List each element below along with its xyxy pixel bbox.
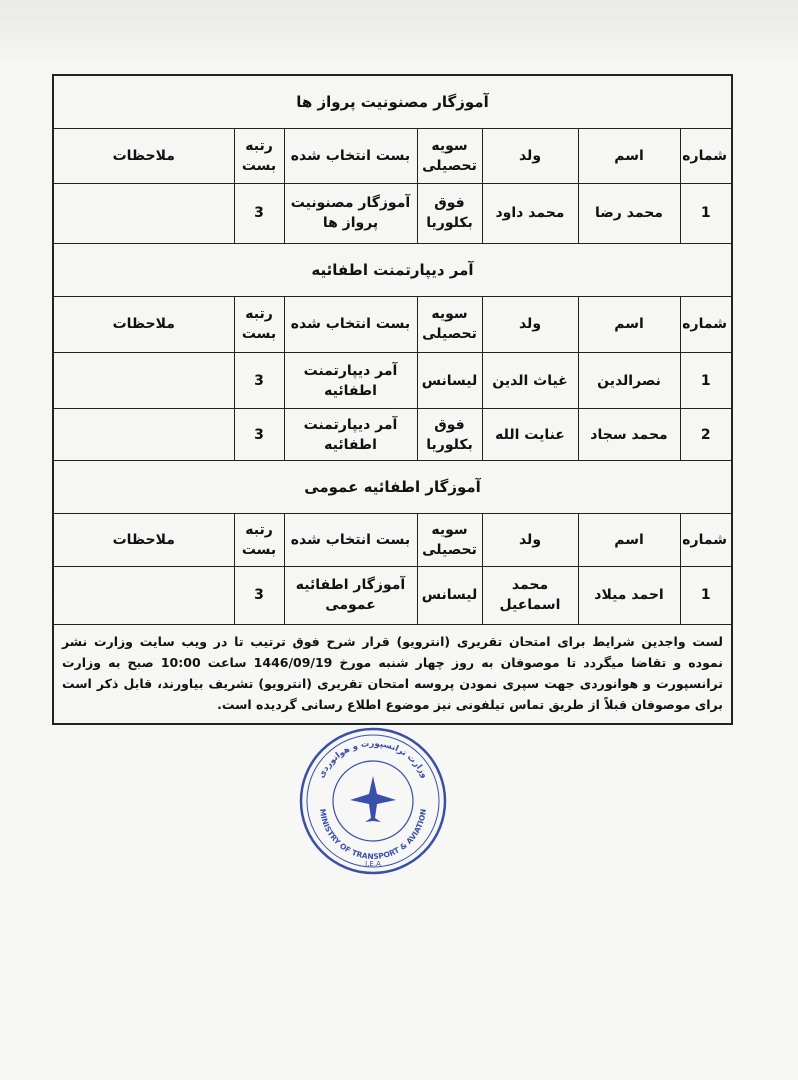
header-rank: رتبه بست xyxy=(234,129,284,183)
cell-post: آموزگار اطفائیه عمومی xyxy=(284,566,417,624)
seal-abbr: I.E.A xyxy=(365,860,381,868)
header-education: سویه تحصیلی xyxy=(417,297,482,353)
cell-name: نصرالدین xyxy=(578,353,680,409)
seal-text-fa: وزارت ترانسپورت و هوانوردی xyxy=(316,738,430,780)
cell-wald: محمد اسماعیل xyxy=(482,566,578,624)
document-table xyxy=(52,74,733,725)
header-wald: ولد xyxy=(482,514,578,566)
cell-post: آموزگار مصنونیت پرواز ها xyxy=(284,183,417,243)
header-rank: رتبه بست xyxy=(234,514,284,566)
cell-remarks xyxy=(54,566,234,624)
table-row xyxy=(54,183,731,243)
header-education: سویه تحصیلی xyxy=(417,514,482,566)
header-education: سویه تحصیلی xyxy=(417,129,482,183)
table-row xyxy=(54,409,731,461)
section-table xyxy=(54,129,731,244)
cell-remarks xyxy=(54,183,234,243)
cell-post: آمر دیپارتمنت اطفائیه xyxy=(284,409,417,461)
header-wald: ولد xyxy=(482,129,578,183)
table-header-row xyxy=(54,514,731,566)
table-header-row xyxy=(54,129,731,183)
section-table xyxy=(54,514,731,625)
table-header-row xyxy=(54,297,731,353)
svg-text:وزارت ترانسپورت و هوانوردی xyxy=(317,739,430,780)
header-post: بست انتخاب شده xyxy=(284,297,417,353)
seal-text-en: MINISTRY OF TRANSPORT & AVIATION xyxy=(317,808,428,862)
header-remarks: ملاحظات xyxy=(54,514,234,566)
section-title: آموزگار مصنونیت پرواز ها xyxy=(54,76,731,129)
header-rank: رتبه بست xyxy=(234,297,284,353)
cell-education: فوق بکلوریا xyxy=(417,183,482,243)
cell-name: محمد رضا xyxy=(578,183,680,243)
cell-education: فوق بکلوریا xyxy=(417,409,482,461)
header-post: بست انتخاب شده xyxy=(284,514,417,566)
header-name: اسم xyxy=(578,129,680,183)
header-remarks: ملاحظات xyxy=(54,297,234,353)
airplane-icon xyxy=(350,776,396,822)
cell-rank: 3 xyxy=(234,353,284,409)
cell-wald: غیاث الدین xyxy=(482,353,578,409)
cell-number: 1 xyxy=(680,566,731,624)
cell-name: احمد میلاد xyxy=(578,566,680,624)
cell-wald: عنایت الله xyxy=(482,409,578,461)
cell-wald: محمد داود xyxy=(482,183,578,243)
cell-rank: 3 xyxy=(234,183,284,243)
header-wald: ولد xyxy=(482,297,578,353)
cell-name: محمد سجاد xyxy=(578,409,680,461)
ministry-seal xyxy=(298,726,448,876)
cell-remarks xyxy=(54,353,234,409)
cell-remarks xyxy=(54,409,234,461)
header-remarks: ملاحظات xyxy=(54,129,234,183)
header-name: اسم xyxy=(578,514,680,566)
cell-education: لیسانس xyxy=(417,353,482,409)
header-post: بست انتخاب شده xyxy=(284,129,417,183)
table-row xyxy=(54,353,731,409)
section-table xyxy=(54,297,731,462)
header-name: اسم xyxy=(578,297,680,353)
cell-number: 1 xyxy=(680,353,731,409)
cell-education: لیسانس xyxy=(417,566,482,624)
header-number: شماره xyxy=(680,297,731,353)
section-title: آمر دیپارتمنت اطفائیه xyxy=(54,244,731,297)
section-title: آموزگار اطفائیه عمومی xyxy=(54,461,731,514)
cell-number: 1 xyxy=(680,183,731,243)
cell-rank: 3 xyxy=(234,409,284,461)
cell-post: آمر دیپارتمنت اطفائیه xyxy=(284,353,417,409)
cell-rank: 3 xyxy=(234,566,284,624)
table-row xyxy=(54,566,731,624)
footer-note: لست واجدین شرایط برای امتحان تقریری (انترویو) قرار شرح فوق ترتیب تا در ویب سایت وزارت نشر نموده و تقاضا میگردد تا موصوفان به روز چهار شنبه مورخ 1446/09/19 ساعت 10:00 صبح به وزارت ترانسپورت و هوانوردی جهت سپری نمودن پروسه امتحان تقریری (انترویو) تشریف بیاورند، قابل ذکر است برای موصوفان قبلاً از طریق تماس تیلفونی نیز موضوع اطلاع رسانی گردیده است. xyxy=(62,633,723,712)
header-number: شماره xyxy=(680,514,731,566)
cell-number: 2 xyxy=(680,409,731,461)
header-number: شماره xyxy=(680,129,731,183)
